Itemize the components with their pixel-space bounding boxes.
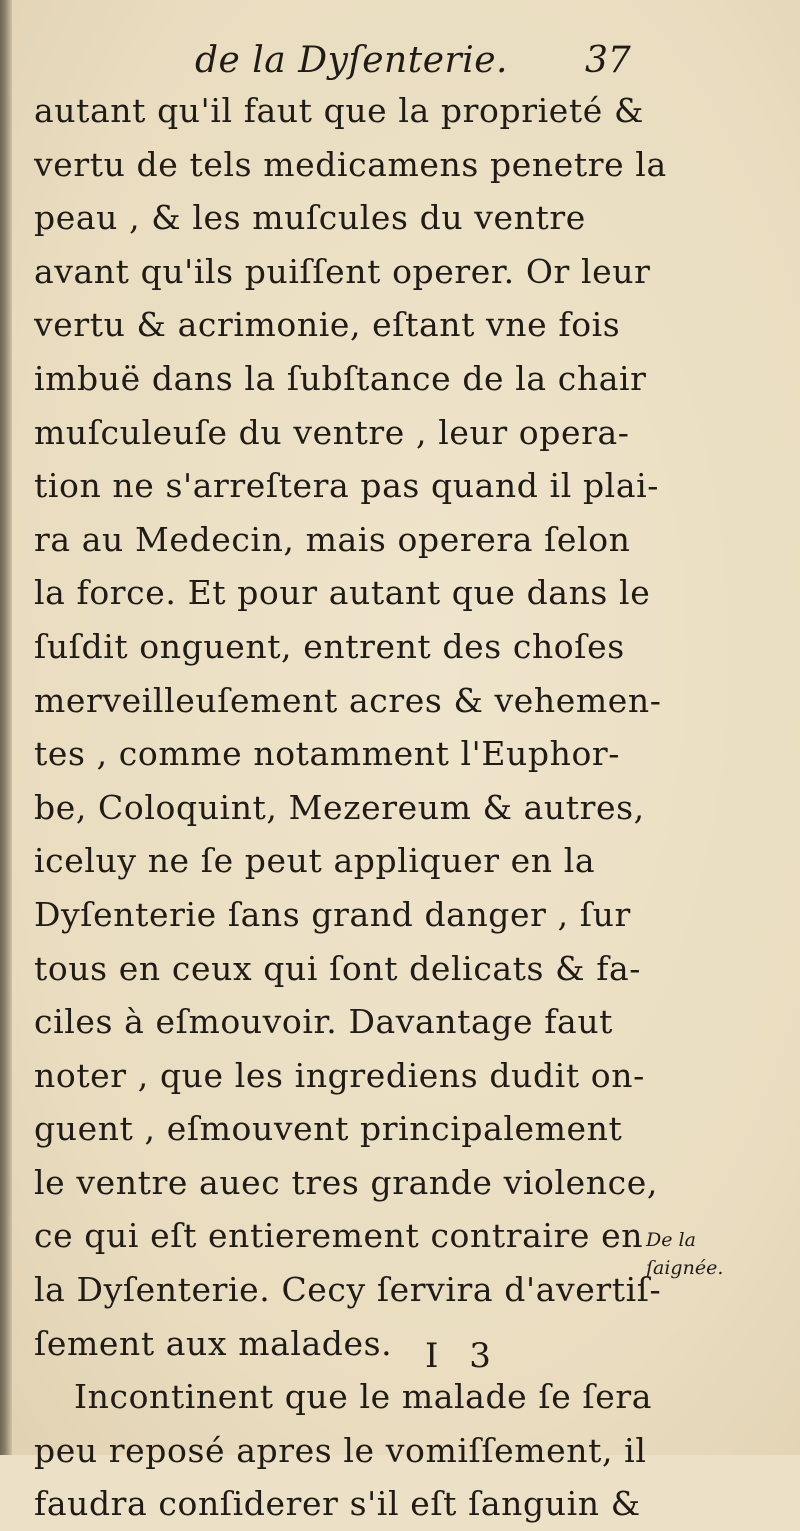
binding-gutter xyxy=(0,0,12,1455)
text-line: be, Coloquint, Mezereum & autres, xyxy=(34,787,645,827)
text-line: avant qu'ils puiſſent operer. Or leur xyxy=(34,251,651,291)
text-line: iceluy ne ſe peut appliquer en la xyxy=(34,841,596,881)
text-line: la force. Et pour autant que dans le xyxy=(34,573,651,613)
text-line: ce qui eſt entierement contraire en xyxy=(34,1216,644,1256)
text-line: ſuſdit onguent, entrent des choſes xyxy=(34,626,625,666)
text-line: tous en ceux qui ſont delicats & fa- xyxy=(34,948,642,988)
signature-mark: I 3 xyxy=(425,1336,501,1376)
text-line: la Dyſenterie. Cecy ſervira d'avertiſ- xyxy=(34,1270,662,1310)
text-line: tes , comme notamment l'Euphor- xyxy=(34,734,621,774)
text-line: peu reposé apres le vomiſſement, il xyxy=(34,1430,647,1470)
text-line: ſement aux malades. xyxy=(34,1323,393,1363)
text-line: tion ne s'arreſtera pas quand il plai- xyxy=(34,466,660,506)
text-line: merveilleuſement acres & vehemen- xyxy=(34,680,662,720)
text-line: Dyſenterie ſans grand danger , ſur xyxy=(34,894,631,934)
text-line: peau , & les muſcules du ventre xyxy=(34,198,586,238)
margin-note xyxy=(646,1226,796,1282)
text-line: vertu de tels medicamens penetre la xyxy=(34,144,667,184)
page-number: 37 xyxy=(585,40,631,81)
text-line: Incontinent que le malade ſe ſera xyxy=(74,1377,653,1417)
running-title: de la Dyſenterie. xyxy=(195,40,508,81)
margin-note-line: ſaignée. xyxy=(646,1257,724,1279)
text-line: guent , eſmouvent principalement xyxy=(34,1109,623,1149)
text-line: imbuë dans la ſubſtance de la chair xyxy=(34,358,647,398)
text-line: faudra conſiderer s'il eſt ſanguin & xyxy=(34,1484,641,1524)
body-text xyxy=(34,84,667,1531)
text-line: autant qu'il faut que la proprieté & xyxy=(34,91,644,130)
text-line: le ventre auec tres grande violence, xyxy=(34,1162,658,1202)
text-line: noter , que les ingrediens dudit on- xyxy=(34,1055,645,1095)
text-line: vertu & acrimonie, eſtant vne fois xyxy=(34,305,621,345)
page-header xyxy=(0,40,800,90)
margin-note-line: De la xyxy=(646,1229,696,1251)
text-line: ciles à eſmouvoir. Davantage faut xyxy=(34,1002,614,1042)
text-line: ra au Medecin, mais operera ſelon xyxy=(34,519,631,559)
text-line: muſculeuſe du ventre , leur opera- xyxy=(34,412,630,452)
